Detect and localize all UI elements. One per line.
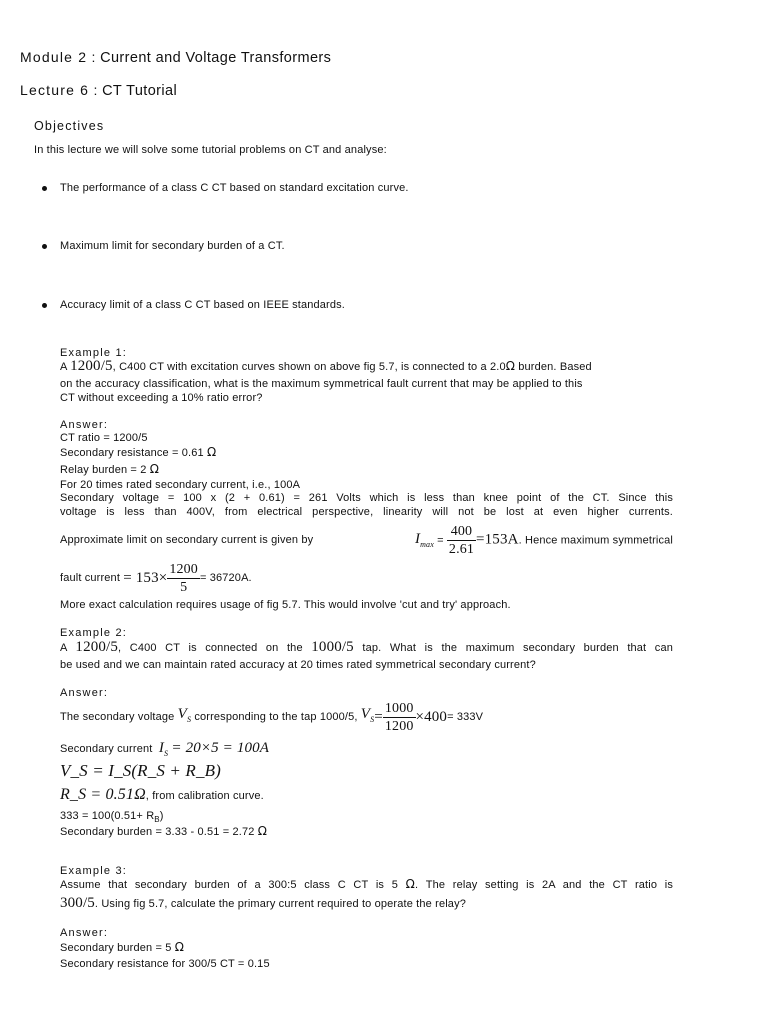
example1-fault-current: fault current = 153× $\frac{1200}{5}$ = 36720A. [60, 561, 252, 595]
ohm-icon: Ω [149, 462, 160, 476]
ohm-icon: Ω [207, 445, 217, 459]
example2-question-line1: A 1200/5, C400 CT is connected on the 1000/5 tap. What is the maximum secondary burden that can [60, 639, 673, 655]
ohm-icon: Ω [257, 824, 268, 838]
module-title: Current and Voltage Transformers [100, 50, 332, 66]
example1-secondary-resistance: Secondary resistance = 0.61 Ω [60, 445, 217, 459]
example1-secondary-voltage-line1: Secondary voltage = 100 x (2 + 0.61) = 261 Volts which is less than knee point of the CT. Since this [60, 492, 673, 504]
ct-ratio-math: 300/5 [60, 895, 95, 911]
bullet-icon [42, 244, 47, 249]
example1-secondary-voltage-line2: voltage is less than 400V, from electrical perspective, linearity will not be lost at even higher currents. [60, 506, 673, 518]
example2-heading: Example 2: [60, 627, 128, 639]
objectives-heading: Objectives [34, 119, 105, 133]
example3-secondary-resistance: Secondary resistance for 300/5 CT = 0.15 [60, 958, 270, 970]
example1-heading: Example 1: [60, 347, 128, 359]
example1-question-line2: on the accuracy classification, what is the maximum symmetrical fault current that may be applied to this [60, 378, 583, 390]
example2-question-line2: be used and we can maintain rated accuracy at 20 times rated symmetrical secondary current? [60, 659, 536, 671]
example2-resistance: R_S = 0.51Ω, from calibration curve. [60, 786, 264, 803]
example3-question-line2: 300/5. Using fig 5.7, calculate the primary current required to operate the relay? [60, 895, 466, 911]
fraction: $\frac{1000}{1200}$ [384, 700, 414, 734]
example2-secondary-voltage: The secondary voltage $V_S$ corresponding to the tap 1000/5, $V_S$ = $\frac{1000}{1200}$ ×400 = 333V [60, 700, 484, 734]
example3-secondary-burden: Secondary burden = 5 Ω [60, 940, 185, 954]
example2-voltage-equation: V_S = I_S(R_S + R_B) [60, 761, 221, 780]
ct-ratio-math: 1200/5 [70, 358, 113, 374]
example1-question-line3: CT without exceeding a 10% ratio error? [60, 392, 263, 404]
example1-ct-ratio: CT ratio = 1200/5 [60, 432, 148, 444]
module-heading [20, 49, 331, 66]
example1-relay-burden: Relay burden = 2 Ω [60, 462, 160, 476]
objective-item-2: Maximum limit for secondary burden of a CT. [60, 240, 285, 252]
lecture-label: Lecture 6 [20, 82, 90, 98]
fraction: $\frac{1200}{5}$ [169, 561, 198, 595]
example2-secondary-current: Secondary current $I_S = 20\times 5 = 100A$ [60, 740, 270, 758]
example1-exact-note: More exact calculation requires usage of fig 5.7. This would involve 'cut and try' approach. [60, 599, 511, 611]
example1-question-line1: A 1200/5, C400 CT with excitation curves shown on above fig 5.7, is connected to a 2.0Ω burden. Based [60, 358, 592, 374]
lecture-separator: : [89, 82, 103, 98]
example1-answer-heading: Answer: [60, 419, 109, 431]
example3-heading: Example 3: [60, 865, 128, 877]
lecture-heading [20, 82, 177, 99]
ohm-icon: Ω [174, 940, 185, 954]
lecture-title: CT Tutorial [102, 83, 178, 99]
objective-item-1: The performance of a class C CT based on standard excitation curve. [60, 182, 409, 194]
fraction: $\frac{400}{2.61}$ [448, 523, 475, 557]
bullet-icon [42, 303, 47, 308]
example3-question-line1: Assume that secondary burden of a 300:5 class C CT is 5 Ω. The relay setting is 2A and the CT ratio is [60, 877, 673, 891]
objective-item-3: Accuracy limit of a class C CT based on IEEE standards. [60, 299, 345, 311]
example2-secondary-burden: Secondary burden = 3.33 - 0.51 = 2.72 Ω [60, 824, 268, 838]
objectives-intro: In this lecture we will solve some tutorial problems on CT and analyse: [34, 144, 387, 156]
module-separator: : [87, 49, 101, 65]
imax-symbol: $I_{max}$ [414, 530, 434, 549]
example2-answer-heading: Answer: [60, 687, 109, 699]
ct-ratio-math: 1200/5 [75, 639, 118, 655]
ohm-icon: Ω [405, 877, 415, 891]
example3-answer-heading: Answer: [60, 927, 109, 939]
bullet-icon [42, 186, 47, 191]
example1-rated-current: For 20 times rated secondary current, i.e., 100A [60, 479, 301, 491]
ohm-icon: Ω [505, 359, 516, 373]
example2-burden-equation: $333 = 100(0.51+ R_B)$ [60, 810, 164, 825]
module-label: Module 2 [20, 49, 88, 65]
tap-ratio-math: 1000/5 [311, 639, 354, 655]
example1-approx-limit: Approximate limit on secondary current is given by $I_{max}$ = $\frac{400}{2.61}$ =153A. Hence maximum symmetrical [60, 523, 673, 557]
